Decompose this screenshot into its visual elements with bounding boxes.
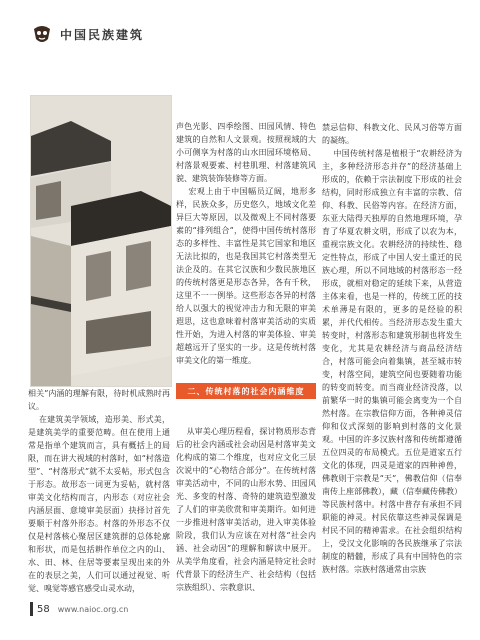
village-architecture-photo [30,95,172,387]
body-text-column-3: 禁忌信仰、科教文化、民风习俗等方面的凝练。 中国传统村落是植根于“农耕经济为主，多种经济形态并存”的经济基础上形成的，依赖于宗法制度下形成的社会结构，同时形成独立有丰富的宗教、信仰、科教、民俗等内容。在经济方面，东亚大陆得天独厚的自然地理环境，孕育了华夏农耕文明，形成了以农为本，重视宗族文化。农耕经济的持续性、稳定性特点，形成了中国人安土重迁的民族心理，所以不同地域的村落形态一经形成，就相对稳定的延续下来，从营造主体来看，也是一样的，传统工匠的技术单薄是有限的，更多的是经验的积累，并代代相传。当经济形态发生重大转变时，村落形态和建筑形制也将发生变化，尤其是农耕经济与商品经济结合，村落可能会向着集镇，甚至城市转变，村落空间，建筑空间也要随着功能的转变而转变。而当商业经济没落，以前繁华一时的集镇可能会离变为一个自然村落。在宗教信仰方面，各种神灵信仰和仪式深刻的影响到村落的文化景观。中国的许多汉族村落和传统都遵循五位四灵的布局模式。五位是道家五行文化的体现，四灵是道家的四种神兽，佛教则于宗教是“天”，佛教信仰（信奉南传上座部佛教），藏（信奉藏传佛教）等民族村落中。村落中普存有承担不同职能的神灵。村民依靠这些神灵保调是村民不同的精神需求。在社会组织结构上，受汉文化影响的各民族继承了宗法制度的精髓，形成了具有中国特色的宗族村落。宗族村落通常由宗族 [322,123,463,574]
page-header [30,22,144,46]
body-text-column-2b: 从审美心理历程看，探讨物质形态背后的社会内涵或社会动因是村落审美文化构成的第二个维度，也对应文化三层次说中的“心物结合部分”。在传统村落审美活动中，不同的山形水势、田园风光、多变的村落、奇特的建筑造型激发了人们的审美欣赏和审美期许。如何进一步推进村落审美活动，进入审美体验阶段，我们认为应该在对村落“社会内涵、社会动因”的理解和解读中展开。从美学角度看，社会内涵是特定社会时代背景下的经济生产、社会结构（包括宗族组织）、宗教意识、 [176,427,317,592]
body-text-column-1: 相关”内涵的理解有限，待时机成熟时再议。 在建筑美学领域，造形美、形式美，是建筑美学的重要范畴。但在使用上通常是指单个建筑而言，具有概括上的局限，而在讲大视域的村落时，如“村落造型”、“村落形式”就不太妥帖，形式包含于形态。故形态一词更为妥帖，就村落审美文化结构而言，内形态（对应社会内涵层面、意境审美层面）抉择讨首先要顺于村落外形态。村落的外形态不仅仅是村落核心聚居区建筑群的总体轮廓和形状，而是包括耕作单位之内的山、水、田、林、住居等要素呈现出来的外在的表层之美，人们可以通过视觉、听觉、嗅觉等感官感受山灵水动， [28,389,171,593]
page-number: 58 [37,603,50,615]
section-title: 二、传统村落的社会内涵维度 [187,386,305,396]
page-footer [30,602,128,616]
website-url: www.naioc.org.cn [57,604,129,614]
magazine-title: 中国民族建筑 [60,27,145,42]
body-text-column-2: 声色光影、四季绘图、田园风情、特色建筑的自然和人文景观。按照视域的大小可侧享为村落的山水田园环境格局、村落景观要素、村巷肌理、村落建筑风貌、建筑装饰装修等方面。 宏观上由于中国幅员辽阔，地形多样，民族众多，历史悠久，地域文化差异巨大等原因，以及微观上不同村落要素的“排列组合”，使得中国传统村落形态的多样性、丰富性是其它国家和地区无法比拟的，也是我国其它村落类型无法企及的。在其它汉族和少数民族地区的传统村落更是形态各异，各有千秋，这里不一一例举。这些形态各异的村落给人以强大的视觉冲击力和无限的审美遐思，这也意味着村落审美活动的实质性开始，为进入村落的审美体验、审美超越远开了坚实的一步。这是传统村落审美文化的第一维度。 [176,122,317,365]
section-heading-banner [176,383,316,399]
footer-bar [30,602,33,616]
mask-logo-icon [30,22,54,46]
